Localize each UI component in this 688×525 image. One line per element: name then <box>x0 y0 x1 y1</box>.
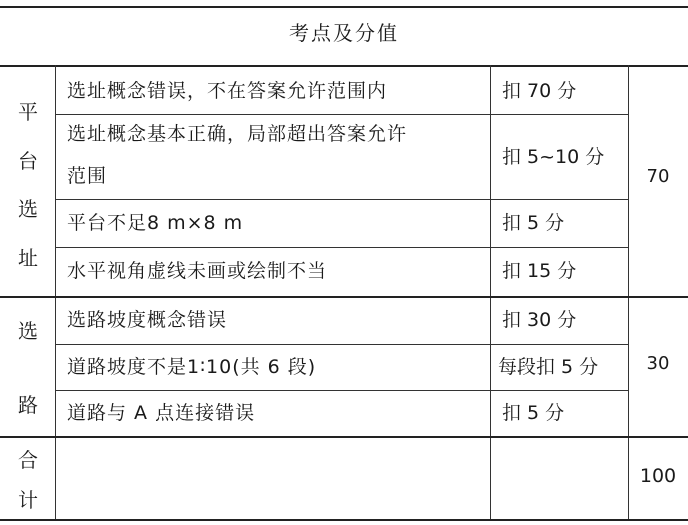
table-header: 考点及分值 <box>289 21 399 45</box>
group-total: 70 <box>646 166 670 187</box>
col-divider-3 <box>628 65 629 520</box>
group-total: 30 <box>646 353 670 374</box>
group-line <box>0 296 688 298</box>
group-label-char: 址 <box>18 246 38 270</box>
col-divider-2 <box>490 65 491 520</box>
deduct-text: 扣 5 分 <box>502 212 565 234</box>
deduct-text: 扣 70 分 <box>502 80 577 102</box>
group-label-char: 台 <box>18 149 38 173</box>
group-label-char: 选 <box>18 319 38 343</box>
item-text: 选路坡度概念错误 <box>67 309 228 331</box>
col-divider-1 <box>55 65 56 520</box>
item-text: 道路与 A 点连接错误 <box>67 402 256 424</box>
row-line <box>55 199 628 200</box>
row-line <box>55 114 628 115</box>
group-label-char: 平 <box>18 100 38 124</box>
item-text: 平台不足8 m×8 m <box>67 212 244 234</box>
header-bottom-border <box>0 65 688 67</box>
group-label-char: 计 <box>18 488 38 512</box>
item-text-line2: 范围 <box>67 165 108 187</box>
group-label-char: 合 <box>18 448 38 472</box>
group-line <box>0 436 688 438</box>
row-line <box>55 344 628 345</box>
table-bottom-border <box>0 519 688 521</box>
deduct-text: 扣 30 分 <box>502 309 577 331</box>
item-text: 水平视角虚线未画或绘制不当 <box>67 260 328 282</box>
deduct-text: 扣 15 分 <box>502 260 577 282</box>
item-text: 道路坡度不是1∶10(共 6 段) <box>67 356 317 378</box>
table-top-border <box>0 6 688 8</box>
group-label-char: 选 <box>18 197 38 221</box>
item-text-line1: 选址概念基本正确，局部超出答案允许 <box>67 123 408 145</box>
row-line <box>55 390 628 391</box>
deduct-text: 每段扣 5 分 <box>498 356 599 378</box>
deduct-text: 扣 5 分 <box>502 402 565 424</box>
deduct-text: 扣 5~10 分 <box>502 146 605 168</box>
group-label-char: 路 <box>18 393 38 417</box>
grand-total: 100 <box>639 465 677 487</box>
item-text: 选址概念错误，不在答案允许范围内 <box>67 80 388 102</box>
row-line <box>55 247 628 248</box>
